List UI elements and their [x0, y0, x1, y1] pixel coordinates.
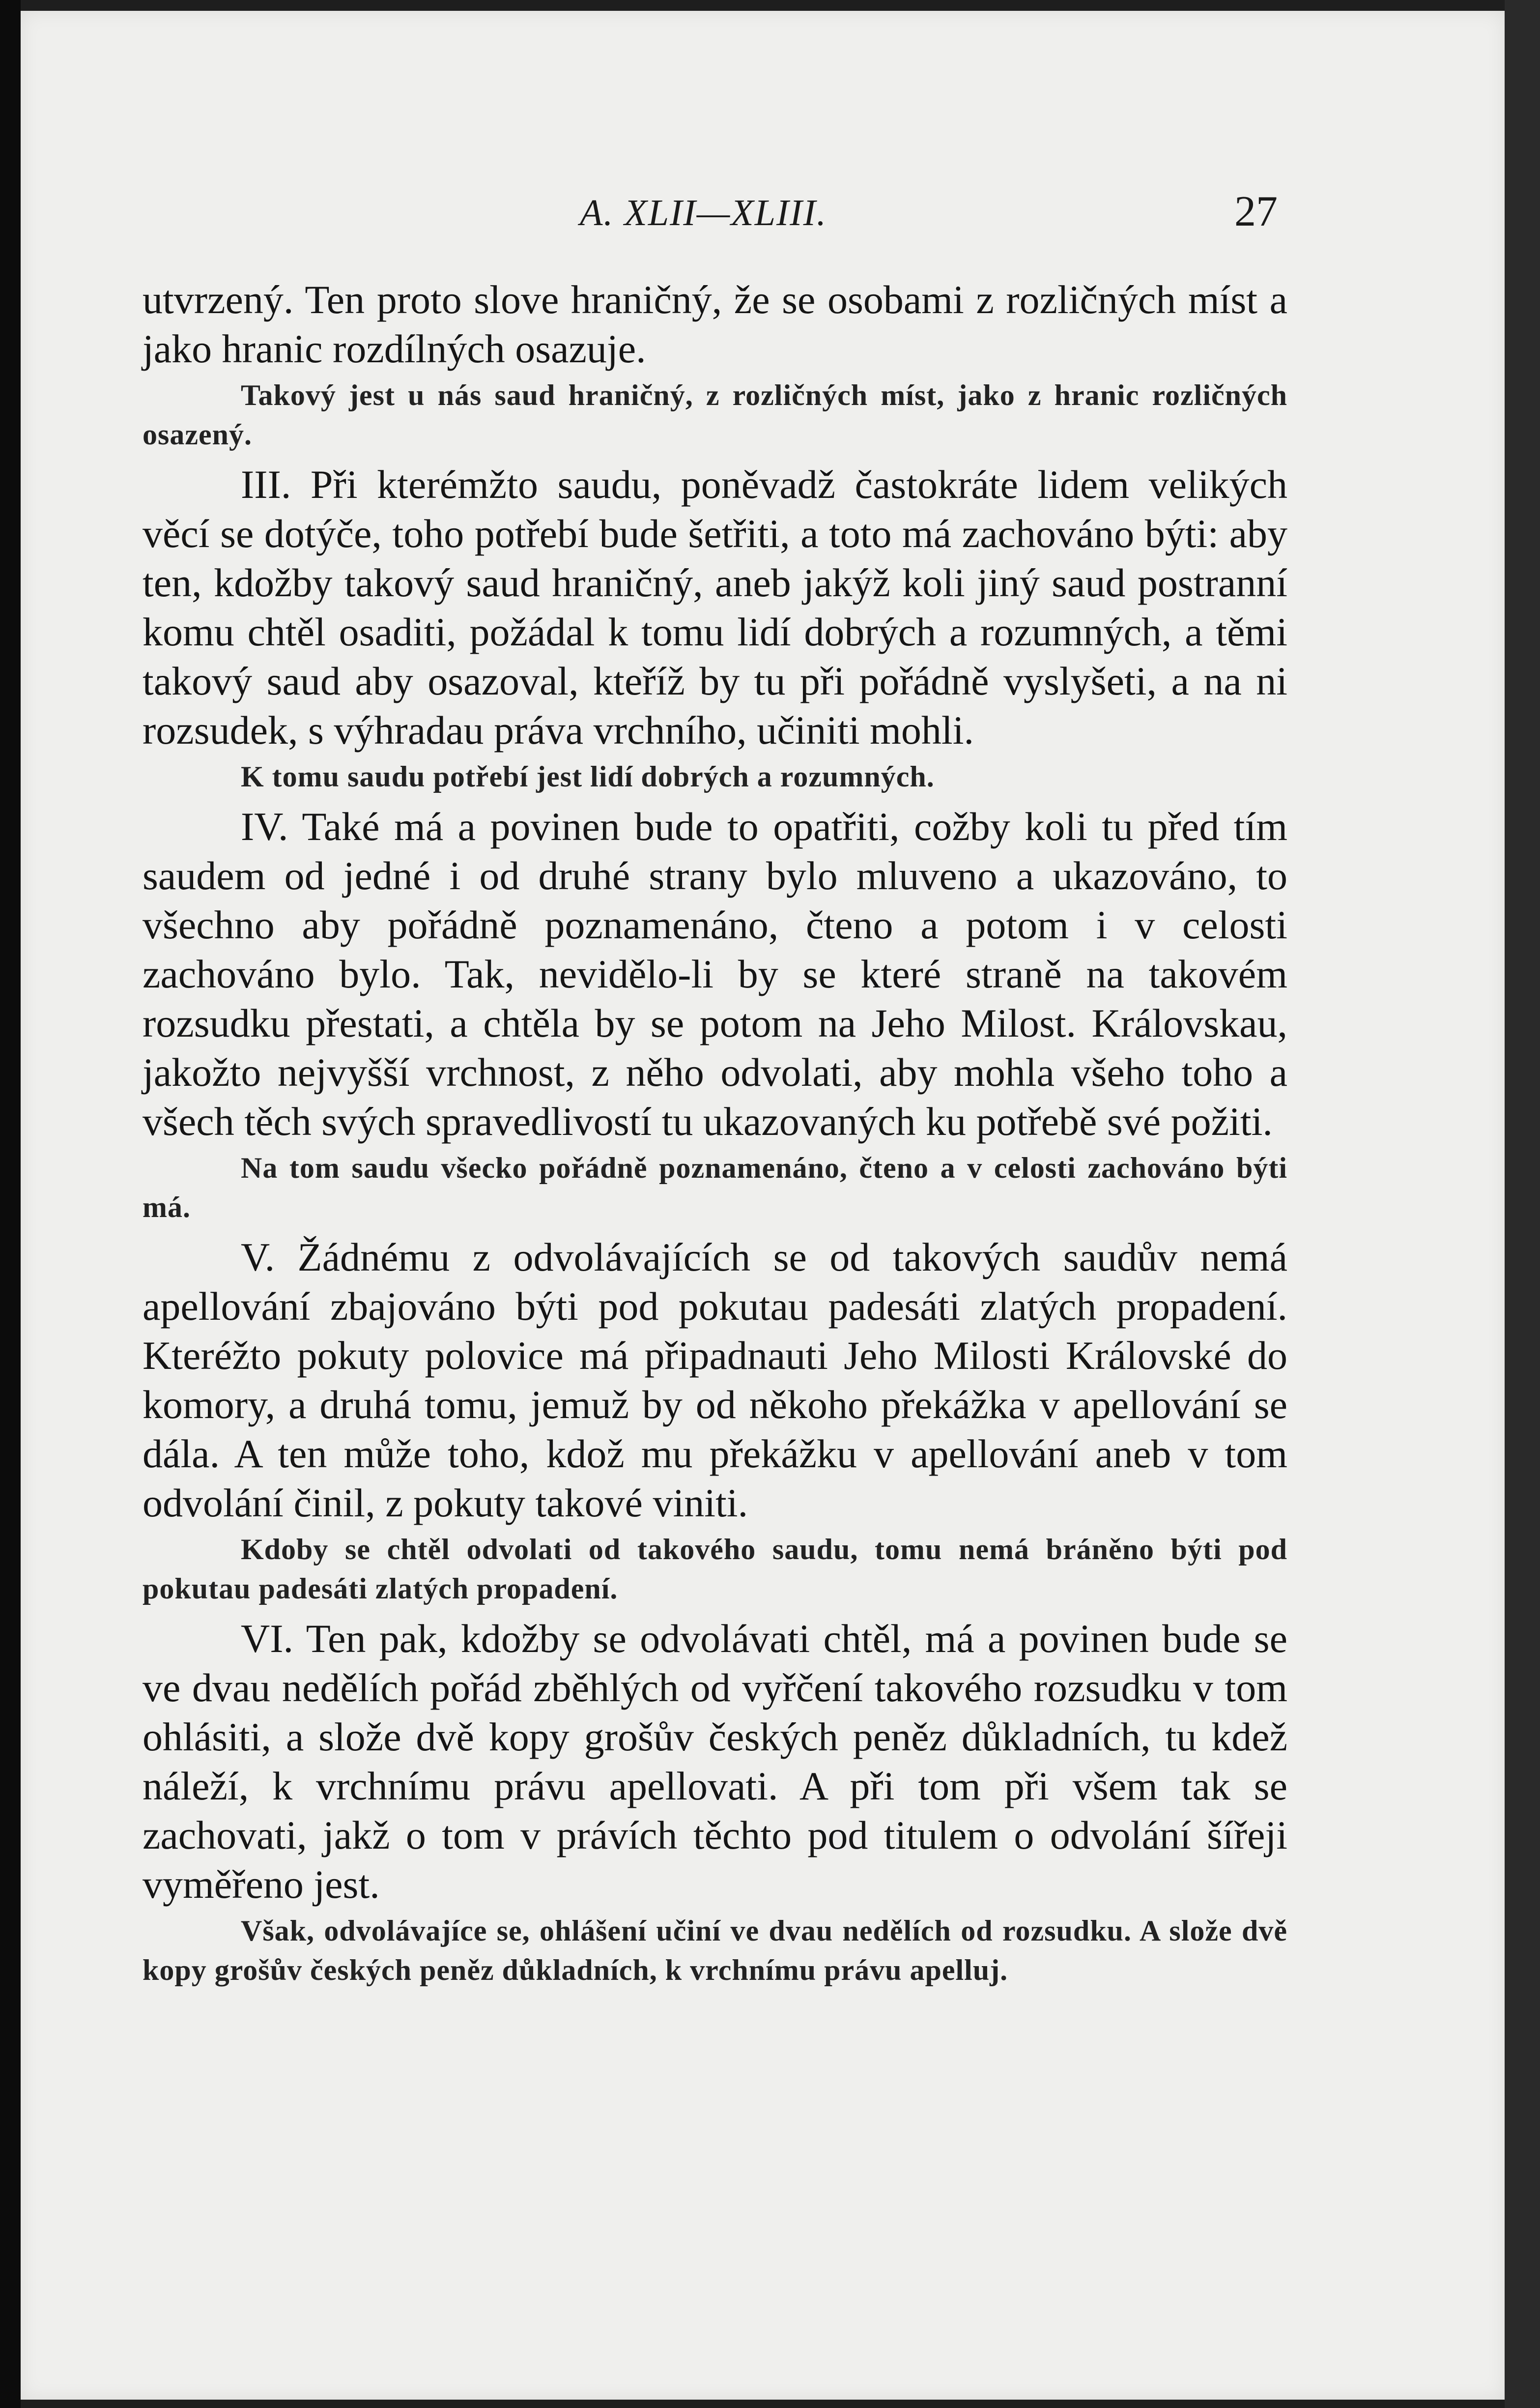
running-head: A. XLII—XLIII.	[580, 192, 827, 233]
summary-note-vi: Však, odvolávajíce se, ohlášení učiní ve dvau nedělích od rozsudku. A slože dvě kopy grošův českých peněz důkladních, k vrchnímu právu apelluj.	[143, 1915, 1287, 1986]
paragraph-v: V. Žádnému z odvolávajících se od takových saudův nemá apellování zbajováno býti pod pokutau padesáti zlatých propadení. Kteréžto pokuty polovice má připadnauti Jeho Milosti Královské do komory, a druhá tomu, jemuž by od někoho překážka v apellování se dála. A ten může toho, kdož mu překážku v apellování aneb v tom odvolání činil, z pokuty takové viniti.	[143, 1235, 1287, 1525]
page-number: 27	[1234, 188, 1278, 235]
summary-note-iii: K tomu saudu potřebí jest lidí dobrých a rozumných.	[241, 760, 935, 793]
summary-note-iv: Na tom saudu všecko pořádně poznamenáno, čteno a v celosti zachováno býti má.	[143, 1152, 1287, 1223]
scan-right-edge	[1505, 0, 1540, 2408]
scan-left-edge	[0, 0, 21, 2408]
marginal-summary-note: Takový jest u nás saud hraničný, z rozličných míst, jako z hranic rozličných osazený.	[143, 379, 1287, 451]
body-text	[143, 275, 1287, 1996]
page-header	[147, 187, 1278, 241]
paragraph-continuation: utvrzený. Ten proto slove hraničný, že se osobami z rozličných míst a jako hranic rozdílných osazuje.	[143, 277, 1287, 371]
paragraph-iii: III. Při kterémžto saudu, poněvadž častokráte lidem velikých věcí se dotýče, toho potřebí bude šetřiti, a toto má zachováno býti: aby ten, kdožby takový saud hraničný, aneb jakýž koli jiný saud postranní komu chtěl osaditi, požádal k tomu lidí dobrých a rozumných, a těmi takový saud aby osazoval, kteříž by tu při pořádně vyslyšeti, a na ni rozsudek, s výhradau práva vrchního, učiniti mohli.	[143, 462, 1287, 753]
paragraph-iv: IV. Také má a povinen bude to opatřiti, cožby koli tu před tím saudem od jedné i od druhé strany bylo mluveno a ukazováno, to všechno aby pořádně poznamenáno, čteno a potom i v celosti zachováno bylo. Tak, nevidělo-li by se které straně na takovém rozsudku přestati, a chtěla by se potom na Jeho Milost. Královskau, jakožto nejvyšší vrchnost, z něho odvolati, aby mohla všeho toho a všech těch svých spravedlivostí tu ukazovaných ku potřebě své požiti.	[143, 804, 1287, 1144]
paragraph-vi: VI. Ten pak, kdožby se odvolávati chtěl, má a povinen bude se ve dvau nedělích pořád zběhlých od vyřčení takového rozsudku v tom ohlásiti, a slože dvě kopy grošův českých peněz důkladních, tu kdež náleží, k vrchnímu právu apellovati. A při tom při všem tak se zachovati, jakž o tom v právích těchto pod titulem o odvolání šířeji vyměřeno jest.	[143, 1616, 1287, 1907]
summary-note-v: Kdoby se chtěl odvolati od takového saudu, tomu nemá bráněno býti pod pokutau padesáti zlatých propadení.	[143, 1533, 1287, 1605]
